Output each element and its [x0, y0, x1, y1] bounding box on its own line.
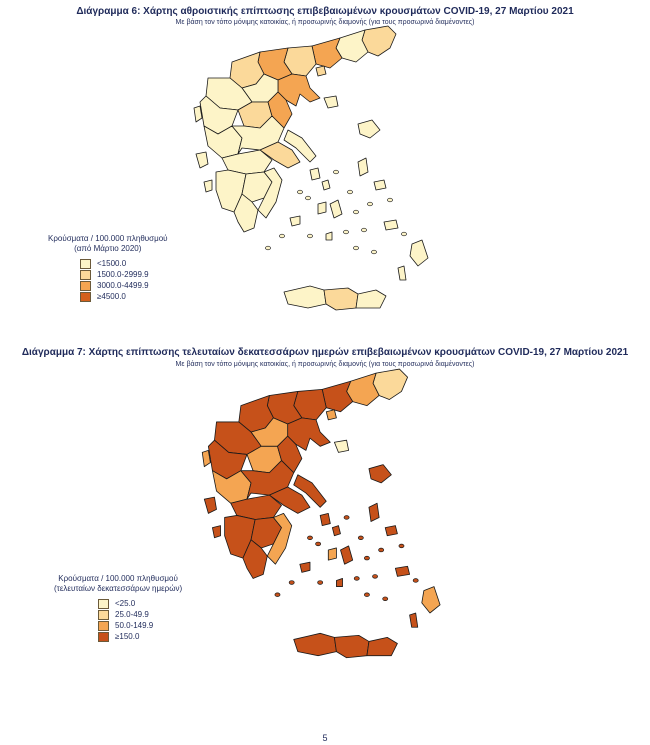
map2-islet-9 [318, 581, 323, 585]
map1-islet-12 [372, 250, 377, 254]
map1-islet-7 [362, 228, 367, 232]
map2-region-paros [328, 548, 336, 560]
map2-legend [54, 574, 182, 642]
map2-region-milos [300, 562, 310, 572]
map1-islet-13 [354, 246, 359, 250]
map2-region-lemnos [334, 440, 348, 452]
map1-legend-item-3: 3000.0-4499.9 [80, 280, 168, 291]
map2-legend-swatch-1 [98, 599, 109, 609]
map1-legend [48, 234, 168, 302]
map2-region-crete-east [367, 637, 397, 655]
map2-region-thasos [326, 410, 336, 420]
map1-islet-5 [354, 210, 359, 214]
map2-legend-swatch-2 [98, 610, 109, 620]
map2-islet-15 [275, 593, 280, 597]
map2-region-samos [385, 526, 397, 536]
map1-region-crete-central [324, 288, 358, 310]
map2-legend-swatch-4 [98, 632, 109, 642]
map1-greece-map [160, 22, 440, 327]
map2-islet-14 [289, 581, 294, 585]
map1-legend-title: Κρούσματα / 100.000 πληθυσμού (από Μάρτιο 2020) [48, 234, 168, 253]
map1-title: Διάγραμμα 6: Χάρτης αθροιστικής επίπτωσης επιβεβαιωμένων κρουσμάτων COVID-19, 27 Μαρτίου 2021 [76, 6, 574, 17]
map2-greece-map [165, 365, 455, 675]
map1-region-santorini [326, 232, 332, 240]
map2-islet-10 [399, 544, 404, 548]
map2-region-zakynthos [212, 526, 220, 538]
map2-region-tinos [332, 526, 340, 536]
map2-region-rhodes [422, 587, 440, 613]
map2-region-andros [320, 513, 330, 525]
map1-region-lesvos [358, 120, 380, 138]
map1-region-milos [290, 216, 300, 226]
map1-islet-1 [298, 190, 303, 194]
map1-islet-11 [402, 232, 407, 236]
map1-islet-8 [344, 230, 349, 234]
map1-region-kos [384, 220, 398, 230]
map1-region-crete-east [356, 290, 386, 308]
map1-region-crete-west [284, 286, 326, 308]
map2-islet-8 [354, 577, 359, 581]
map1-legend-swatch-2 [80, 270, 91, 280]
map1-region-zakynthos [204, 180, 212, 192]
map2-region-thrace-west [322, 381, 352, 411]
map2-region-naxos [340, 546, 352, 564]
map1-islet-10 [388, 198, 393, 202]
map1-region-corfu [194, 106, 202, 122]
map1-islet-9 [308, 234, 313, 238]
map2-region-crete-central [334, 635, 369, 657]
map2-islet-5 [364, 556, 369, 560]
map2-islet-4 [358, 536, 363, 540]
map2-legend-item-3: 50.0-149.9 [98, 620, 182, 631]
map2-islet-1 [307, 536, 312, 540]
map2-islet-3 [344, 516, 349, 520]
map2-region-corfu [202, 450, 210, 466]
page-number: 5 [322, 733, 328, 743]
map2-islet-11 [413, 579, 418, 583]
map1-legend-item-2: 1500.0-2999.9 [80, 269, 168, 280]
map2-islet-12 [383, 597, 388, 601]
map1-islet-14 [280, 234, 285, 238]
map1-region-thasos [316, 66, 326, 76]
map1-region-tinos [322, 180, 330, 190]
map2-islet-7 [373, 575, 378, 579]
map1-subtitle: Με βάση τον τόπο μόνιμης κατοικίας, ή προσωρινής διαμονής (για τους προσωρινά διαμένοντες) [175, 19, 475, 26]
map1-islet-2 [306, 196, 311, 200]
map1-islet-3 [334, 170, 339, 174]
map1-region-andros [310, 168, 320, 180]
map2-legend-item-1: <25.0 [98, 598, 182, 609]
map1-islet-6 [368, 202, 373, 206]
map1-region-naxos [330, 200, 342, 218]
map2-region-karpathos [410, 613, 418, 627]
map2-legend-swatch-3 [98, 621, 109, 631]
map1-islet-4 [348, 190, 353, 194]
map2-region-kos [395, 566, 409, 576]
map2-islet-6 [379, 548, 384, 552]
map1-region-samos [374, 180, 386, 190]
map2-legend-item-4: ≥150.0 [98, 631, 182, 642]
map2-islet-13 [364, 593, 369, 597]
map1-region-kefalonia [196, 152, 208, 168]
map1-legend-item-1: <1500.0 [80, 258, 168, 269]
map1-region-lemnos [324, 96, 338, 108]
map2-title: Διάγραμμα 7: Χάρτης επίπτωσης τελευταίων δεκατεσσάρων ημερών επιβεβαιωμένων κρουσμάτων COVID-19, 27 Μαρτίου 2021 [21, 347, 629, 358]
map1-region-thrace-west [312, 38, 342, 68]
map1-region-paros [318, 202, 326, 214]
map2-region-lesvos [369, 465, 391, 483]
map2-subtitle: Με βάση τον τόπο μόνιμης κατοικίας, ή προσωρινής διαμονής (για τους προσωρινά διαμένοντες) [175, 361, 475, 368]
map1-islet-15 [266, 246, 271, 250]
map2-region-chios [369, 503, 379, 521]
map2-islet-2 [316, 542, 321, 546]
map2-legend-title: Κρούσματα / 100.000 πληθυσμού (τελευταίων δεκατεσσάρων ημερών) [54, 574, 183, 593]
map1-legend-swatch-4 [80, 292, 91, 302]
map2-region-kefalonia [204, 497, 216, 513]
map2-legend-item-2: 25.0-49.9 [98, 609, 182, 620]
map1-region-rhodes [410, 240, 428, 266]
map2-region-crete-west [294, 633, 337, 655]
map1-legend-item-4: ≥4500.0 [80, 291, 168, 302]
map1-region-chios [358, 158, 368, 176]
map2-region-santorini [336, 578, 342, 586]
map1-legend-swatch-3 [80, 281, 91, 291]
map1-legend-swatch-1 [80, 259, 91, 269]
map1-region-karpathos [398, 266, 406, 280]
